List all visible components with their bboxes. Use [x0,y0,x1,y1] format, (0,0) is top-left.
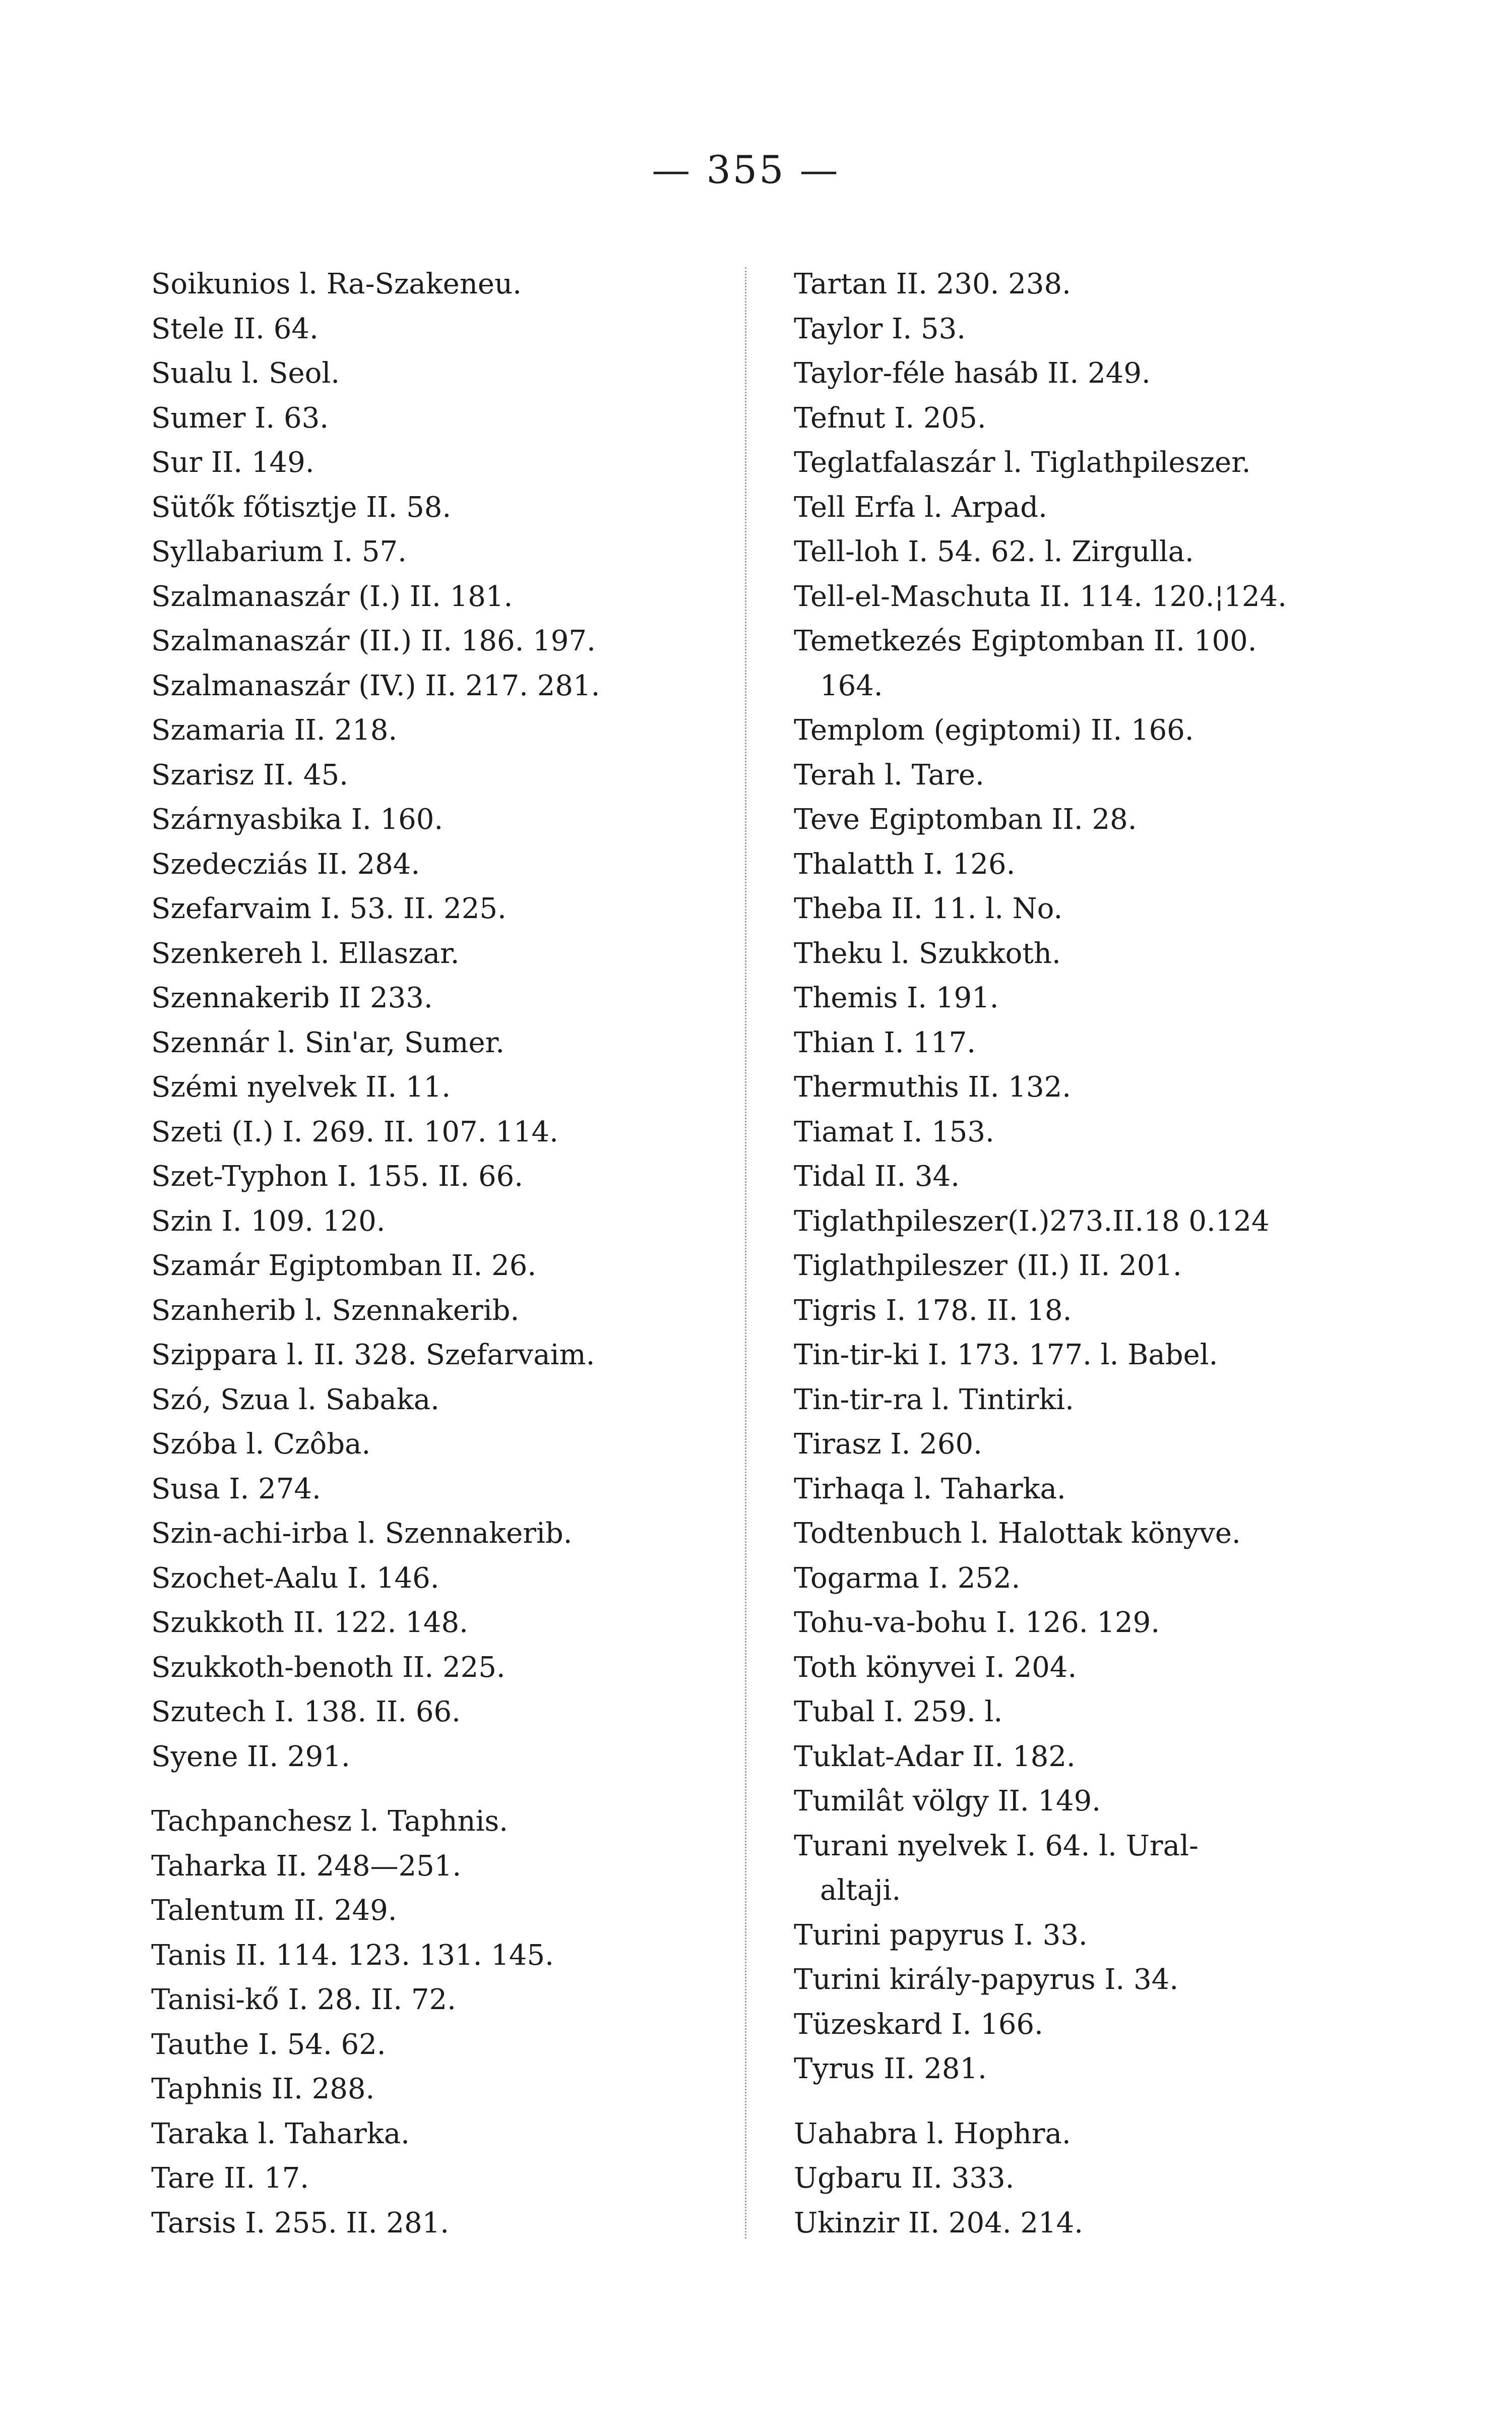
index-entry: Uahabra l. Hophra. [794,2117,1071,2150]
index-entry: Toth könyvei I. 204. [794,1651,1077,1684]
left-column [151,262,716,2246]
index-entry: Tin-tir-ra l. Tintirki. [794,1383,1074,1416]
index-entry: Terah l. Tare. [794,758,984,792]
index-entry: Theku l. Szukkoth. [794,937,1061,970]
index-entry: Tachpanchesz l. Taphnis. [151,1805,509,1838]
right-column [794,262,1399,2246]
index-entry: Taraka l. Taharka. [151,2117,410,2150]
index-entry: Szin-achi-irba l. Szennakerib. [151,1517,573,1550]
index-entry: Tell Erfa l. Arpad. [794,491,1047,524]
index-entry: Syllabarium I. 57. [151,535,407,568]
index-entry: Tanis II. 114. 123. 131. 145. [151,1939,554,1972]
index-entry: Szamár Egiptomban II. 26. [151,1249,537,1282]
index-entry: Szennár l. Sin'ar, Sumer. [151,1026,505,1059]
index-entry: Tigris I. 178. II. 18. [794,1294,1072,1327]
index-entry: Szamaria II. 218. [151,714,398,747]
section-gap [794,2092,1399,2112]
index-entry: Tirhaqa l. Taharka. [794,1472,1066,1505]
index-entry: Todtenbuch l. Halottak könyve. [794,1517,1241,1550]
index-entry: Susa I. 274. [151,1472,321,1505]
index-entry: Teve Egiptomban II. 28. [794,803,1137,836]
index-entry: Turani nyelvek I. 64. l. Ural- [794,1829,1199,1862]
index-entry: Soikunios l. Ra-Szakeneu. [151,268,522,300]
index-entry: Szochet-Aalu I. 146. [151,1561,439,1595]
index-entry: Taharka II. 248—251. [151,1849,462,1883]
index-entry: Szefarvaim I. 53. II. 225. [151,892,507,925]
section-gap [151,1779,716,1799]
index-entry: Tiamat I. 153. [794,1115,994,1148]
index-entry: Szárnyasbika I. 160. [151,803,444,836]
column-divider [745,267,746,2238]
index-entry: Tohu-va-bohu I. 126. 129. [794,1606,1160,1639]
index-entry: Szutech I. 138. II. 66. [151,1696,461,1728]
index-entry: Tell-el-Maschuta II. 114. 120.¦124. [794,580,1287,613]
index-entry: Szalmanaszár (II.) II. 186. 197. [151,625,596,657]
index-entry: Tumilât völgy II. 149. [794,1785,1101,1818]
index-entry: Templom (egiptomi) II. 166. [794,714,1194,747]
index-entry: Thermuthis II. 132. [794,1071,1072,1104]
index-entry: Togarma I. 252. [794,1561,1021,1595]
index-entry: Szenkereh l. Ellaszar. [151,937,460,970]
index-entry: Sualu l. Seol. [151,357,340,390]
index-entry: Szalmanaszár (IV.) II. 217. 281. [151,669,600,702]
index-entry: Szeti (I.) I. 269. II. 107. 114. [151,1115,558,1148]
index-entry: Szedecziás II. 284. [151,848,420,881]
index-entry: Thalatth I. 126. [794,848,1016,881]
index-entry: Temetkezés Egiptomban II. 100. [794,625,1257,657]
index-entry: Taphnis II. 288. [151,2073,375,2105]
index-entry: Tauthe I. 54. 62. [151,2028,386,2061]
index-entry: Ugbaru II. 333. [794,2162,1015,2195]
index-entry: Tüzeskard I. 166. [794,2008,1043,2041]
index-entry: Szennakerib II 233. [151,982,433,1014]
index-entry: Tell-loh I. 54. 62. l. Zirgulla. [794,535,1194,568]
index-entry-continuation: altaji. [820,1874,901,1907]
page-number: — 355 — [652,147,840,192]
index-entry: Tefnut I. 205. [794,401,986,435]
index-entry: Themis I. 191. [794,982,999,1014]
index-entry: Tare II. 17. [151,2162,309,2195]
index-entry: Tarsis I. 255. II. 281. [151,2206,450,2240]
index-entry: Tartan II. 230. 238. [794,268,1071,300]
index-entry: Szóba l. Czôba. [151,1428,371,1461]
index-entry: Turini papyrus I. 33. [794,1918,1088,1952]
index-entry: Taylor-féle hasáb II. 249. [794,357,1151,390]
index-entry: Tuklat-Adar II. 182. [794,1740,1076,1773]
index-entry: Turini király-papyrus I. 34. [794,1963,1179,1996]
index-entry-continuation: 164. [820,669,883,702]
index-entry: Szippara l. II. 328. Szefarvaim. [151,1339,595,1371]
index-entry: Thian I. 117. [794,1026,976,1059]
index-entry: Szanherib l. Szennakerib. [151,1294,520,1327]
index-entry: Syene II. 291. [151,1740,350,1773]
index-entry: Szalmanaszár (I.) II. 181. [151,580,513,613]
index-entry: Sur II. 149. [151,446,314,479]
index-entry: Sütők főtisztje II. 58. [151,491,452,524]
index-entry: Szukkoth II. 122. 148. [151,1606,468,1639]
index-entry: Tubal I. 259. l. [794,1696,1003,1728]
index-entry: Szukkoth-benoth II. 225. [151,1651,506,1684]
index-entry: Stele II. 64. [151,312,319,345]
index-entry: Tyrus II. 281. [794,2052,987,2085]
index-entry: Tiglathpileszer(I.)273.II.18 0.124 [794,1204,1270,1238]
index-entry: Theba II. 11. l. No. [794,892,1063,925]
index-entry: Szémi nyelvek II. 11. [151,1071,451,1104]
index-entry: Teglatfalaszár l. Tiglathpileszer. [794,446,1251,479]
index-entry: Sumer I. 63. [151,401,329,435]
index-entry: Szarisz II. 45. [151,758,348,792]
index-entry: Tiglathpileszer (II.) II. 201. [794,1249,1182,1282]
index-entry: Szin I. 109. 120. [151,1204,386,1238]
index-entry: Taylor I. 53. [794,312,966,345]
index-entry: Tidal II. 34. [794,1160,960,1193]
index-entry: Szet-Typhon I. 155. II. 66. [151,1160,524,1193]
index-entry: Tin-tir-ki I. 173. 177. l. Babel. [794,1339,1218,1371]
index-entry: Tirasz I. 260. [794,1428,982,1461]
index-entry: Talentum II. 249. [151,1894,397,1927]
index-entry: Szó, Szua l. Sabaka. [151,1383,439,1416]
index-entry: Ukinzir II. 204. 214. [794,2206,1084,2240]
index-entry: Tanisi-kő I. 28. II. 72. [151,1983,456,2016]
